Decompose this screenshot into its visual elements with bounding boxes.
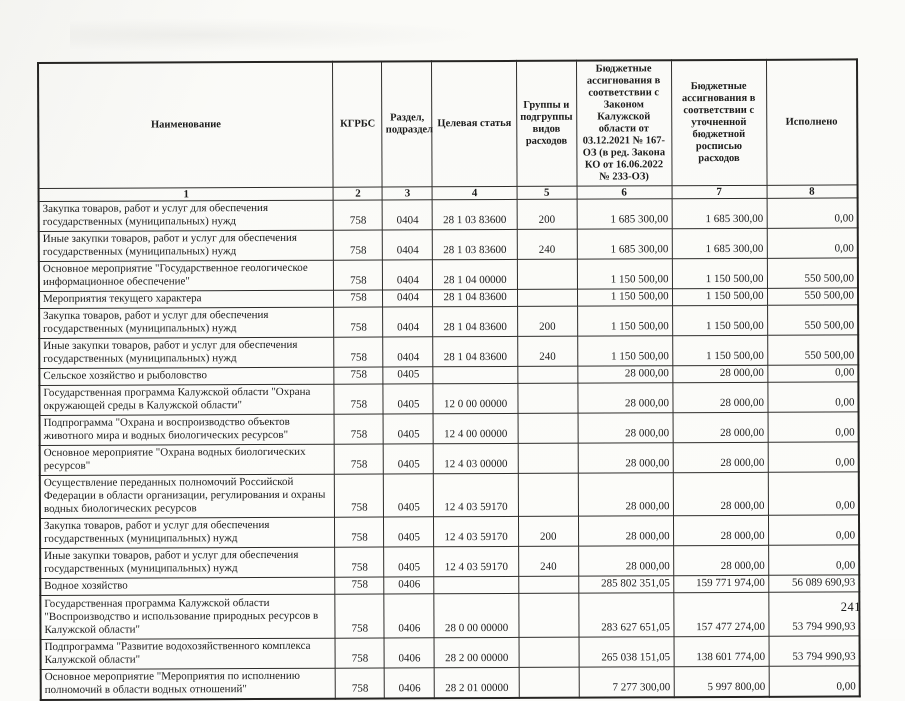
cell-razdel: 0405 <box>384 547 434 577</box>
cell-executed: 0,00 <box>767 228 858 258</box>
column-number: 7 <box>672 185 767 198</box>
cell-group: 200 <box>517 199 577 229</box>
header-label-row <box>38 59 858 188</box>
cell-kgrbs: 758 <box>333 200 382 230</box>
cell-group <box>518 473 578 516</box>
cell-razdel: 0405 <box>383 384 433 414</box>
cell-budget_rospis: 5 997 800,00 <box>674 666 769 697</box>
cell-budget_law: 283 627 651,05 <box>578 593 673 637</box>
cell-budget_law: 28 000,00 <box>578 473 673 516</box>
cell-target <box>434 576 518 593</box>
table-row <box>39 305 858 339</box>
column-number: 1 <box>39 187 334 201</box>
cell-budget_rospis: 157 477 274,00 <box>673 592 768 636</box>
cell-budget_law: 1 685 300,00 <box>577 229 672 259</box>
column-number: 6 <box>577 186 672 199</box>
cell-budget_rospis: 28 000,00 <box>673 472 768 515</box>
cell-budget_rospis: 28 000,00 <box>673 515 768 545</box>
cell-budget_law: 1 150 500,00 <box>577 259 672 289</box>
column-number: 3 <box>383 187 433 200</box>
cell-razdel: 0406 <box>384 638 434 668</box>
cell-name: Осуществление переданных полномочий Российской Федерации в области организации, регулирования и охраны водных биологических ресурсов <box>40 474 335 518</box>
cell-kgrbs: 758 <box>335 474 384 517</box>
cell-razdel: 0405 <box>384 474 434 517</box>
cell-budget_rospis: 1 150 500,00 <box>672 288 767 305</box>
table-body <box>39 198 860 700</box>
cell-kgrbs: 758 <box>335 668 384 699</box>
cell-budget_law: 285 802 351,05 <box>578 576 673 593</box>
cell-name: Основное мероприятие "Охрана водных биологических ресурсов" <box>40 444 335 475</box>
cell-budget_law: 28 000,00 <box>578 413 673 443</box>
cell-kgrbs: 758 <box>335 638 384 668</box>
cell-executed: 53 794 990,93 <box>768 592 859 636</box>
cell-group: 240 <box>517 336 577 366</box>
cell-group <box>519 667 579 698</box>
cell-budget_law: 28 000,00 <box>578 516 673 546</box>
cell-executed: 0,00 <box>767 365 858 382</box>
cell-executed: 550 500,00 <box>767 335 858 365</box>
cell-group <box>517 259 577 289</box>
cell-name: Государственная программа Калужской области "Воспроизводство и использование природных ресурсов в Калужской области" <box>40 594 335 639</box>
table-row <box>40 592 859 640</box>
table-row <box>39 382 858 416</box>
cell-budget_law: 28 000,00 <box>578 546 673 576</box>
cell-name: Мероприятия текущего характера <box>39 290 334 308</box>
cell-target: 28 1 03 83600 <box>433 229 517 259</box>
cell-target: 12 0 00 00000 <box>433 383 517 413</box>
cell-budget_law: 1 150 500,00 <box>577 289 672 306</box>
cell-budget_rospis: 28 000,00 <box>673 412 768 442</box>
table-row <box>41 666 860 700</box>
column-number: 5 <box>517 186 577 199</box>
cell-razdel: 0404 <box>383 200 433 230</box>
cell-target: 28 1 04 83600 <box>433 336 517 366</box>
table-row <box>40 545 859 579</box>
cell-executed: 0,00 <box>767 198 858 228</box>
cell-razdel: 0404 <box>383 337 433 367</box>
cell-name: Водное хозяйство <box>40 577 335 595</box>
column-header: Наименование <box>38 62 333 189</box>
cell-target: 12 4 03 59170 <box>434 473 519 516</box>
cell-budget_rospis: 28 000,00 <box>672 365 767 382</box>
cell-budget_law: 1 150 500,00 <box>577 306 672 336</box>
table-row <box>40 442 859 476</box>
column-header: Исполнено <box>766 59 857 185</box>
cell-name: Сельское хозяйство и рыболовство <box>39 367 334 385</box>
cell-razdel: 0404 <box>383 260 433 290</box>
cell-group: 240 <box>517 229 577 259</box>
cell-target: 28 2 00 00000 <box>434 637 518 667</box>
page-number: 241 <box>840 600 861 614</box>
cell-kgrbs: 758 <box>334 260 383 290</box>
cell-budget_rospis: 1 150 500,00 <box>672 258 767 288</box>
cell-target: 12 4 00 00000 <box>433 413 517 443</box>
column-header: Бюджетные ассигнования в соответствии с уточненной бюджетной росписью расходов <box>671 60 767 186</box>
cell-kgrbs: 758 <box>334 414 383 444</box>
cell-name: Закупка товаров, работ и услуг для обеспечения государственных (муниципальных) нужд <box>39 200 334 231</box>
cell-target <box>433 366 517 383</box>
cell-name: Иные закупки товаров, работ и услуг для обеспечения государственных (муниципальных) нужд <box>39 337 334 368</box>
cell-kgrbs: 758 <box>334 290 383 307</box>
cell-kgrbs: 758 <box>335 594 384 638</box>
scan-artifact <box>70 18 490 52</box>
cell-name: Подпрограмма "Охрана и воспроизводство объектов животного мира и водных биологических ресурсов" <box>40 414 335 445</box>
table-row <box>39 228 858 262</box>
cell-group <box>518 366 578 383</box>
cell-name: Закупка товаров, работ и услуг для обеспечения государственных (муниципальных) нужд <box>40 517 335 548</box>
column-header: Группы и подгруппы видов расходов <box>516 61 576 187</box>
cell-group <box>517 289 577 306</box>
cell-name: Иные закупки товаров, работ и услуг для обеспечения государственных (муниципальных) нужд <box>39 230 334 261</box>
cell-razdel: 0404 <box>383 290 433 307</box>
cell-target: 12 4 03 59170 <box>434 516 518 546</box>
cell-target: 28 1 03 83600 <box>433 199 517 229</box>
cell-razdel: 0405 <box>384 414 434 444</box>
cell-kgrbs: 758 <box>334 307 383 337</box>
cell-budget_rospis: 159 771 974,00 <box>673 575 768 592</box>
cell-group <box>519 593 579 637</box>
column-header: Целевая статья <box>432 61 517 187</box>
cell-executed: 550 500,00 <box>767 305 858 335</box>
table-row <box>40 515 859 549</box>
cell-kgrbs: 758 <box>334 367 383 384</box>
table-row <box>40 472 859 519</box>
cell-kgrbs: 758 <box>335 577 384 594</box>
cell-executed: 56 089 690,93 <box>768 575 859 592</box>
cell-group <box>519 637 579 667</box>
table-row <box>39 258 858 292</box>
cell-executed: 550 500,00 <box>767 258 858 288</box>
cell-budget_law: 1 685 300,00 <box>577 199 672 229</box>
column-header: Бюджетные ассигнования в соответствии с Законом Калужской области от 03.12.2021 № 167-ОЗ (в ред. Закона КО от 16.06.2022 № 233-ОЗ) <box>576 60 672 186</box>
cell-name: Иные закупки товаров, работ и услуг для обеспечения государственных (муниципальных) нужд <box>40 547 335 578</box>
column-number: 4 <box>432 186 516 199</box>
table-row <box>40 412 859 446</box>
cell-group: 240 <box>518 546 578 576</box>
cell-budget_rospis: 28 000,00 <box>673 442 768 472</box>
cell-razdel: 0406 <box>385 668 435 699</box>
cell-budget_law: 1 150 500,00 <box>577 336 672 366</box>
cell-budget_rospis: 1 150 500,00 <box>672 335 767 365</box>
cell-razdel: 0404 <box>383 230 433 260</box>
cell-executed: 0,00 <box>769 666 860 697</box>
cell-target: 28 1 04 83600 <box>433 289 517 306</box>
cell-name: Основное мероприятие "Государственное геологическое информационное обеспечение" <box>39 260 334 291</box>
cell-budget_law: 28 000,00 <box>578 443 673 473</box>
cell-budget_law: 7 277 300,00 <box>579 667 674 698</box>
cell-budget_law: 265 038 151,05 <box>579 637 674 667</box>
cell-razdel: 0405 <box>384 444 434 474</box>
cell-razdel: 0405 <box>384 517 434 547</box>
column-header: КГРБС <box>333 61 383 187</box>
cell-group <box>518 383 578 413</box>
column-number: 8 <box>767 185 858 198</box>
cell-kgrbs: 758 <box>335 547 384 577</box>
cell-name: Закупка товаров, работ и услуг для обеспечения государственных (муниципальных) нужд <box>39 307 334 338</box>
cell-target: 28 2 01 00000 <box>435 667 519 698</box>
cell-razdel: 0406 <box>384 594 434 638</box>
cell-target: 28 0 00 00000 <box>434 593 519 637</box>
cell-razdel: 0405 <box>383 367 433 384</box>
cell-budget_rospis: 138 601 774,00 <box>674 636 769 666</box>
cell-executed: 0,00 <box>768 545 859 575</box>
cell-budget_rospis: 1 685 300,00 <box>672 198 767 228</box>
table-row <box>41 636 860 670</box>
cell-group: 200 <box>518 516 578 546</box>
column-header: Раздел, подраздел <box>382 61 433 187</box>
table-row <box>39 335 858 369</box>
cell-group <box>518 443 578 473</box>
cell-executed: 550 500,00 <box>767 288 858 305</box>
cell-budget_rospis: 28 000,00 <box>673 545 768 575</box>
cell-target: 28 1 04 00000 <box>433 259 517 289</box>
cell-name: Государственная программа Калужской области "Охрана окружающей среды в Калужской области" <box>39 384 334 415</box>
cell-kgrbs: 758 <box>335 444 384 474</box>
cell-target: 28 1 04 83600 <box>433 306 517 336</box>
cell-kgrbs: 758 <box>335 517 384 547</box>
table-header <box>38 59 858 201</box>
cell-executed: 53 794 990,93 <box>769 636 860 666</box>
cell-target: 12 4 03 00000 <box>434 443 518 473</box>
cell-executed: 0,00 <box>768 442 859 472</box>
cell-budget_law: 28 000,00 <box>577 383 672 413</box>
cell-target: 12 4 03 59170 <box>434 546 518 576</box>
cell-executed: 0,00 <box>768 412 859 442</box>
cell-razdel: 0404 <box>383 307 433 337</box>
cell-group <box>518 413 578 443</box>
cell-executed: 0,00 <box>768 515 859 545</box>
cell-budget_law: 28 000,00 <box>577 366 672 383</box>
cell-executed: 0,00 <box>768 472 859 515</box>
table-row <box>39 198 858 232</box>
cell-name: Основное мероприятие "Мероприятия по исполнению полномочий в области водных отношений" <box>41 668 336 700</box>
cell-budget_rospis: 28 000,00 <box>672 382 767 412</box>
cell-kgrbs: 758 <box>334 384 383 414</box>
cell-executed: 0,00 <box>767 382 858 412</box>
column-number: 2 <box>333 187 382 200</box>
cell-razdel: 0406 <box>384 577 434 594</box>
cell-name: Подпрограмма "Развитие водохозяйственного комплекса Калужской области" <box>41 638 336 669</box>
cell-budget_rospis: 1 685 300,00 <box>672 228 767 258</box>
cell-kgrbs: 758 <box>334 230 383 260</box>
budget-execution-table <box>37 58 861 701</box>
cell-kgrbs: 758 <box>334 337 383 367</box>
cell-group: 200 <box>517 306 577 336</box>
cell-group <box>519 576 579 593</box>
cell-budget_rospis: 1 150 500,00 <box>672 305 767 335</box>
